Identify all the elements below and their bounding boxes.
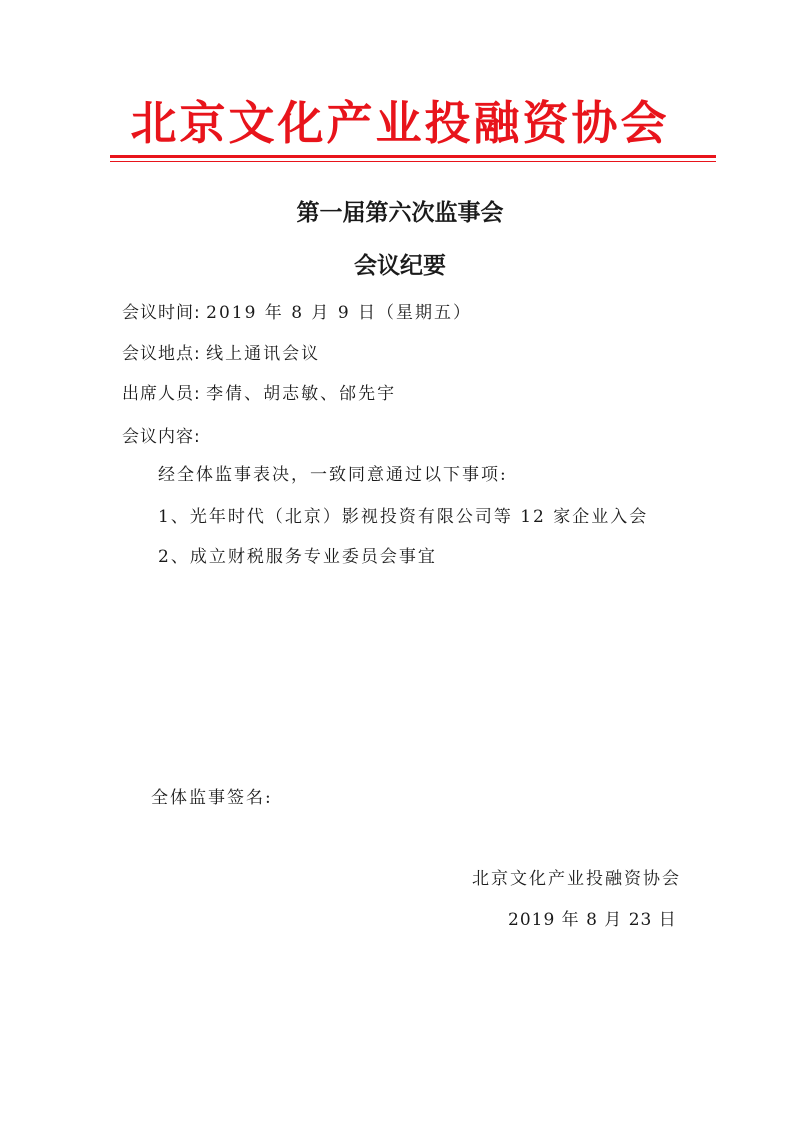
header-rule-thin <box>110 161 716 162</box>
meeting-place-row <box>122 342 320 366</box>
meeting-time-row <box>122 301 472 325</box>
issuer-name: 北京文化产业投融资协会 <box>472 869 681 889</box>
resolution-intro: 经全体监事表决，一致同意通过以下事项: <box>158 465 508 485</box>
org-header-title: 北京文化产业投融资协会 <box>130 96 670 150</box>
meeting-place-value: 线上通讯会议 <box>206 344 321 364</box>
meeting-place-label: 会议地点: <box>122 344 201 364</box>
meeting-time-label: 会议时间: <box>122 303 201 323</box>
attendees-value: 李倩、胡志敏、邰先宇 <box>206 384 397 404</box>
header-rule-thick <box>110 155 716 158</box>
meeting-time-value: 2019 年 8 月 9 日（星期五） <box>206 303 473 323</box>
resolution-item: 2、成立财税服务专业委员会事宜 <box>158 547 437 567</box>
resolution-item: 1、光年时代（北京）影视投资有限公司等 12 家企业入会 <box>158 507 649 527</box>
document-title: 第一届第六次监事会 <box>296 199 504 226</box>
meeting-content-label: 会议内容: <box>122 427 201 447</box>
meeting-content-row <box>122 425 201 449</box>
signature-label: 全体监事签名: <box>151 788 273 808</box>
document-subtitle: 会议纪要 <box>354 252 446 279</box>
attendees-row <box>122 382 396 406</box>
issue-date: 2019 年 8 月 23 日 <box>508 910 677 930</box>
attendees-label: 出席人员: <box>122 384 201 404</box>
